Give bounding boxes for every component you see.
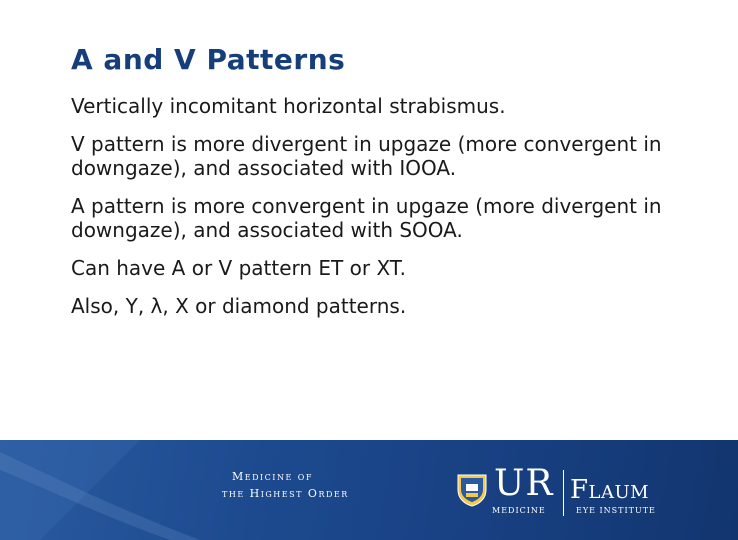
ur-logo-subtitle: MEDICINE: [492, 506, 546, 515]
bullet-item: Can have A or V pattern ET or XT.: [71, 256, 406, 280]
slide-title: A and V Patterns: [71, 43, 346, 76]
university-seal-icon: [454, 472, 490, 508]
bullet-item: Vertically incomitant horizontal strabismus.: [71, 94, 506, 118]
bullet-item: A pattern is more convergent in upgaze (more divergent in downgaze), and associated with SOOA.: [71, 194, 662, 242]
bullet-item: Also, Y, λ, X or diamond patterns.: [71, 294, 407, 318]
bullet-item: V pattern is more divergent in upgaze (more convergent in downgaze), and associated with IOOA.: [71, 132, 662, 180]
flaum-logo-text: Flaum: [570, 475, 650, 505]
tagline-line-2: the Highest Order: [222, 487, 349, 500]
footer-tagline: [222, 468, 362, 502]
logo-divider: [563, 470, 564, 516]
bullet-list: [71, 94, 721, 332]
ur-logo-text: UR: [494, 463, 554, 504]
tagline-line-1: Medicine of: [232, 470, 313, 483]
flaum-logo-subtitle: EYE INSTITUTE: [576, 506, 656, 515]
footer-band: [0, 440, 738, 540]
